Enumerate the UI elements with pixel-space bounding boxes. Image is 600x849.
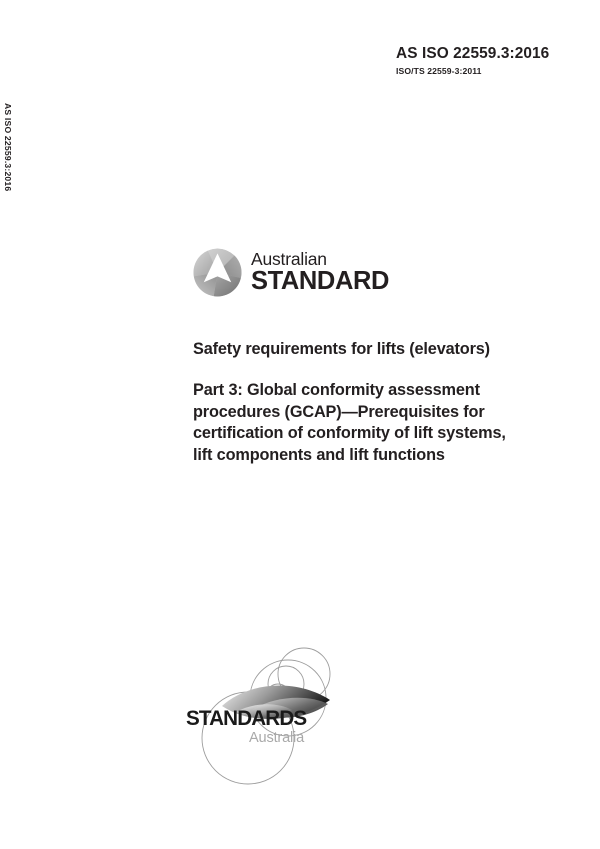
- australian-standard-triangle-emblem: [193, 248, 242, 297]
- brand-line-standard: STANDARD: [251, 267, 389, 295]
- page-title: Safety requirements for lifts (elevators): [193, 340, 490, 358]
- publisher-wordmark: [186, 708, 316, 745]
- source-standard-designation: ISO/TS 22559-3:2011: [396, 66, 482, 76]
- publisher-name-secondary: Australia: [249, 729, 304, 746]
- standard-designation: AS ISO 22559.3:2016: [396, 45, 550, 62]
- standards-australia-logo: [178, 626, 353, 791]
- page-subtitle: Part 3: Global conformity assessment procedures (GCAP)—Prerequisites for certification of conformity of lift systems, lift components and lift functions: [193, 381, 506, 464]
- spine-designation-label: AS ISO 22559.3:2016: [3, 103, 13, 192]
- designation-block: [396, 45, 586, 76]
- brand-line-australian: Australian: [251, 248, 327, 269]
- publisher-name-primary: STANDARDS: [186, 706, 307, 730]
- brand-wordmark: [251, 248, 389, 295]
- australian-standard-logo: [193, 248, 389, 297]
